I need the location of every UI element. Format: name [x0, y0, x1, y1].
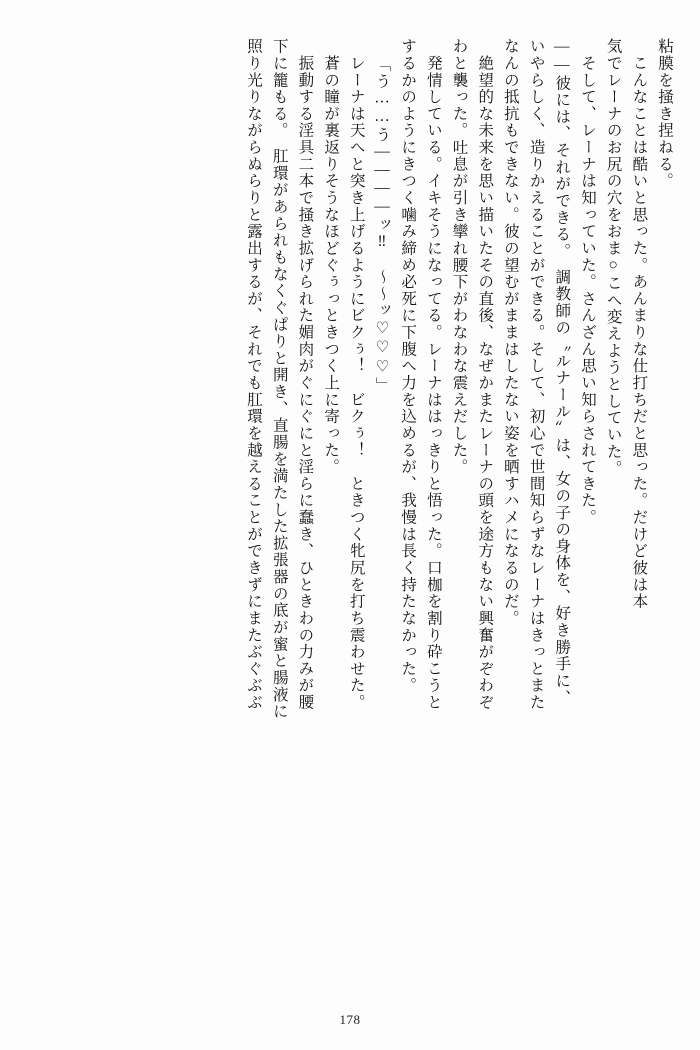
text-column: いやらしく、造りかえることができる。そして、初心で世間知らずなレーナはきっとまた: [527, 38, 545, 711]
text-column: こんなことは酷いと思った。あんまりな仕打ちだと思った。だけど彼は本: [630, 38, 648, 610]
text-column: わと襲った。吐息が引き攣れ腰下がわなわな震えだした。: [450, 38, 468, 476]
text-column: そして、レーナは知っていた。さんざん思い知らされてきた。: [578, 38, 596, 526]
text-column: なんの抵抗もできない。彼の望むがままはしたない姿を晒すハメになるのだ。: [501, 38, 519, 627]
text-column: するかのようにきつく噛み締め必死に下腹へ力を込めるが、我慢は長く持たなかった。: [399, 38, 417, 694]
text-column: レーナは天へと突き上げるようにビクぅ！ ビクぅ！ ときつく牝尻を打ち震わせた。: [347, 38, 365, 711]
vertical-text-body: [28, 38, 672, 988]
text-column: 粘膜を掻き捏ねる。: [656, 38, 673, 190]
text-column: 蒼の瞳が裏返りそうなほどぐぅっときつく上に寄った。: [322, 38, 340, 476]
text-column: 照り光りながらぬらりと露出するが、それでも肛環を越えることができずにまたぶぐぶぶ: [245, 38, 262, 711]
text-column: ――彼には、それができる。 調教師の〝ルナール〟は、女の子の身体を、好き勝手に、: [553, 38, 571, 706]
text-column: 「う……う――――ッ‼ ～～ッ♡♡♡」: [373, 56, 391, 394]
text-column: 振動する淫具二本で掻き拡げられた媚肉がぐにぐにと淫らに蠢き、ひときわの力みが腰: [296, 38, 314, 711]
text-column: 下に籠もる。 肛環があられもなくぐぱりと開き、直腸を満たした拡張器の底が蜜と腸液に: [270, 38, 288, 720]
page-number: 178: [339, 1012, 361, 1027]
text-column: 絶望的な未来を思い描いたその直後、なぜかまたレーナの頭を途方もない興奮がぞわぞ: [476, 38, 494, 711]
text-column: 気でレーナのお尻の穴をおま○こへ変えようとしていた。: [604, 38, 622, 477]
text-column: 発情している。イキそうになってる。レーナははっきりと悟った。口枷を割り砕こうと: [424, 38, 442, 711]
